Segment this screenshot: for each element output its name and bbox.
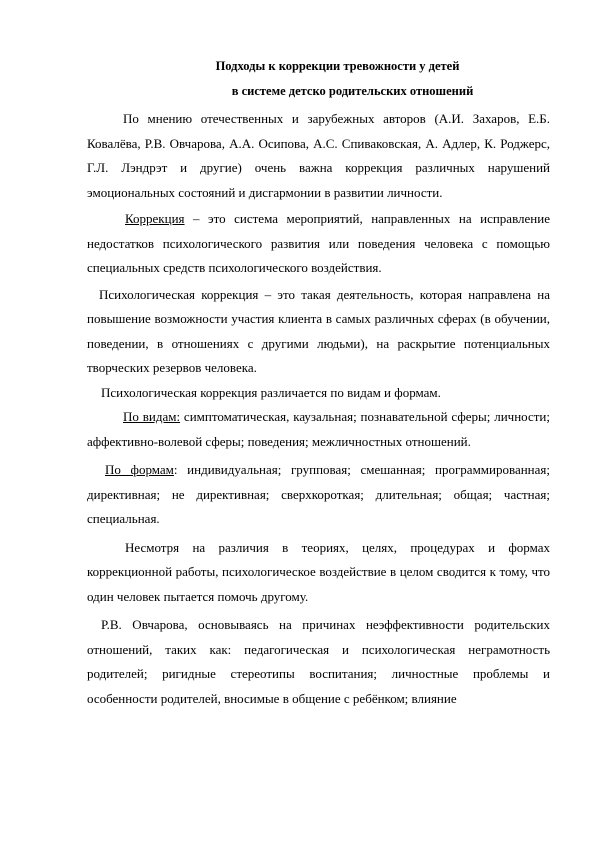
term-by-kinds: По видам: (123, 409, 181, 424)
paragraph-correction-text: – это система мероприятий, направленных на исправление недостатков психологического развития или поведения человека с помощью специальных средств психологического воздействия. (87, 211, 550, 275)
paragraph-ovcharova: Р.В. Овчарова, основываясь на причинах неэффективности родительских отношений, таких как: педагогическая и психологическая неграмотность родителей; ригидные стереотипы воспитания; личностные проблемы и особенности родителей, вносимые в общение с ребёнком; влияние (87, 617, 550, 706)
paragraph-by-kinds (87, 405, 550, 454)
paragraph-by-forms-text: : индивидуальная; групповая; смешанная; программированная; директивная; не директивная; сверхкороткая; длительная; общая; частная; специальная. (87, 462, 550, 526)
term-correction: Коррекция (125, 211, 185, 226)
document-title-line-1: Подходы к коррекции тревожности у детей (215, 59, 460, 73)
paragraph-correction-definition (87, 207, 550, 281)
paragraph-by-forms (87, 458, 550, 532)
paragraph-differences: Несмотря на различия в теориях, целях, процедурах и формах коррекционной работы, психологическое воздействие в целом сводится к тому, что один человек пытается помочь другому. (87, 539, 550, 604)
document-body (87, 107, 550, 711)
paragraph-psych-correction: Психологическая коррекция – это такая деятельность, которая направлена на повышение возможности участия клиента в самых различных сферах (в обучении, поведении, в отношениях с другими людьми), на раскрытие потенциальных творческих резервов человека. (87, 286, 550, 375)
paragraph-kinds-forms: Психологическая коррекция различается по видам и формам. (101, 384, 441, 400)
term-by-forms: По формам (105, 462, 174, 477)
document-title-line-2: в системе детско родительских отношений (231, 84, 474, 98)
paragraph-by-kinds-text: симптоматическая, каузальная; познавательной сферы; личности; аффективно-волевой сферы; поведения; межличностных отношений. (87, 409, 551, 449)
paragraph-authors: По мнению отечественных и зарубежных авторов (А.И. Захаров, Е.Б. Ковалёва, Р.В. Овчарова, А.А. Осипова, А.С. Спиваковская, А. Адлер, К. Роджерс, Г.Л. Лэндрэт и другие) очень важна коррекция различных нарушений эмоциональных состояний и дисгармонии в развитии личности. (87, 111, 550, 200)
